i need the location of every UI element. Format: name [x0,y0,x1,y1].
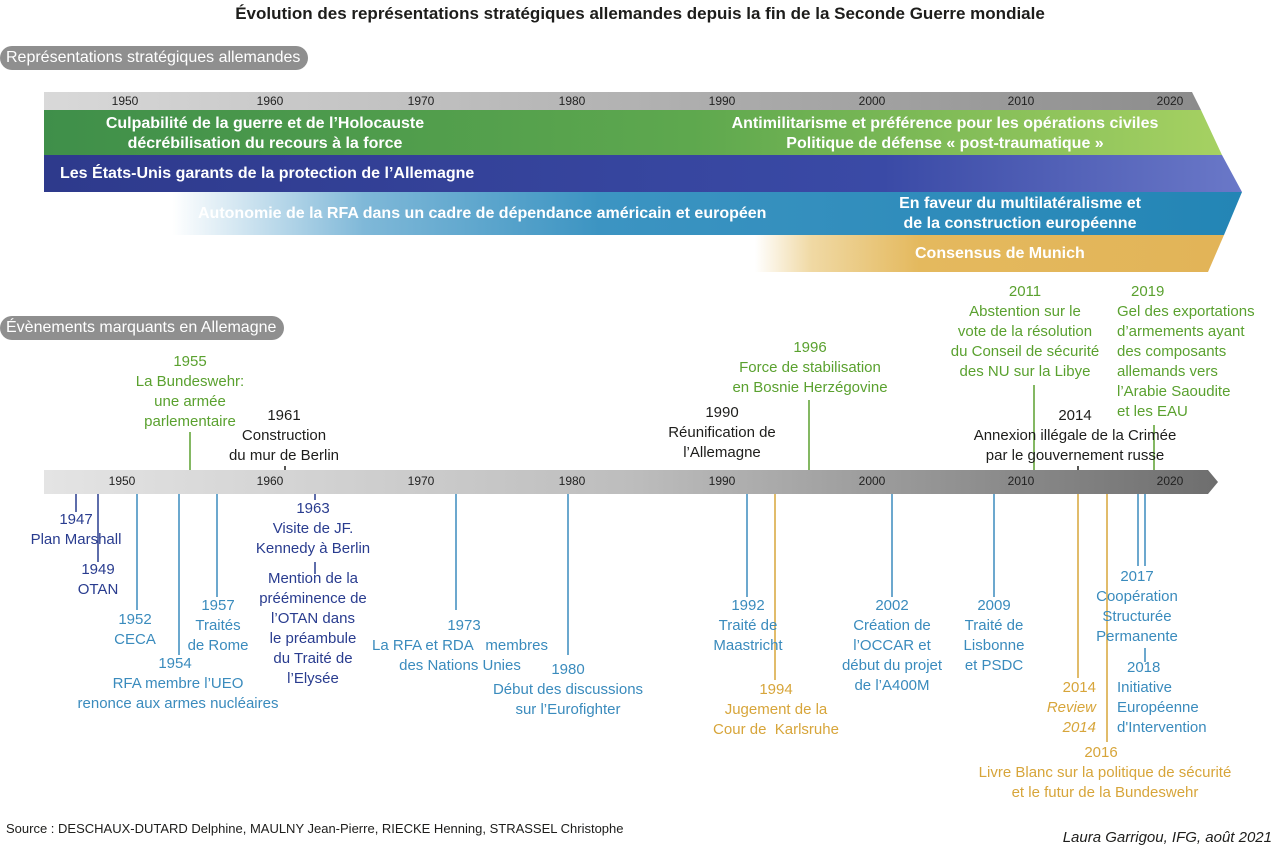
event-axis [44,470,1218,494]
axis-year-1990: 1990 [708,474,736,488]
band-green-right: Antimilitarisme et préférence pour les opérations civiles Politique de défense « post-traumatique » [731,115,1159,152]
event-1994: 1994 Jugement de la Cour de Karlsruhe [713,681,839,738]
source-note: Source : DESCHAUX-DUTARD Delphine, MAULNY Jean-Pierre, RIECKE Henning, STRASSEL Christophe [6,821,624,836]
upper-year-2020: 2020 [1156,94,1184,108]
upper-year-1990: 1990 [708,94,736,108]
band-green-left: Culpabilité de la guerre et de l’Holocauste décrébilisation du recours à la force [105,115,425,152]
band-teal-right: En faveur du multilatéralisme et de la construction européenne [899,195,1141,232]
axis-year-2020: 2020 [1156,474,1184,488]
event-1952: 1952 CECA [114,611,156,648]
band-teal-left: Autonomie de la RFA dans un cadre de dépendance américain et européen [198,205,767,222]
author-credit: Laura Garrigou, IFG, août 2021 [1062,829,1272,846]
axis-year-1970: 1970 [407,474,435,488]
event-2017: 2017 Coopération Structurée Permanente [1096,568,1178,645]
page-title: Évolution des représentations stratégiques allemandes depuis la fin de la Seconde Guerre mondiale [235,4,1045,23]
section-label-events: Évènements marquants en Allemagne [0,316,284,340]
event-1980: 1980 Début des discussions sur l’Eurofighter [492,661,644,718]
event-1949: 1949 OTAN [77,561,119,598]
event-2009: 2009 Traité de Lisbonne et PSDC [963,597,1025,674]
event-1992: 1992 Traité de Maastricht [713,597,783,654]
upper-year-1970: 1970 [407,94,435,108]
event-2016: 2016 Livre Blanc sur la politique de sécurité et le futur de la Bundeswehr [978,744,1232,801]
event-2014-crimea: 2014 Annexion illégale de la Crimée par le gouvernement russe [973,407,1177,464]
event-1961: 1961 Construction du mur de Berlin [228,407,340,464]
event-1955: 1955 La Bundeswehr: une armée parlementaire [135,353,245,430]
axis-year-2000: 2000 [858,474,886,488]
band-gold-label: Consensus de Munich [915,245,1085,262]
axis-year-1950: 1950 [108,474,136,488]
event-1973: 1973 La RFA et RDA membres des Nations Unies [372,617,548,674]
event-2002: 2002 Création de l’OCCAR et début du projet de l’A400M [841,597,943,694]
event-1990: 1990 Réunification de l’Allemagne [668,404,776,461]
event-2019: 2019 Gel des exportations d’armements ayant des composants allemands vers l’Arabie Saoudite et les EAU [1117,283,1255,420]
axis-year-1960: 1960 [256,474,284,488]
upper-year-1980: 1980 [558,94,586,108]
upper-year-2000: 2000 [858,94,886,108]
event-1957: 1957 Traités de Rome [187,597,249,654]
axis-year-1980: 1980 [558,474,586,488]
event-2014-review: 2014 Review 2014 [1046,679,1096,736]
section-label-strategies: Représentations stratégiques allemandes [0,46,308,70]
upper-year-2010: 2010 [1007,94,1035,108]
event-1947: 1947 Plan Marshall [30,511,122,548]
axis-year-2010: 2010 [1007,474,1035,488]
upper-year-1950: 1950 [111,94,139,108]
event-1963: 1963 Visite de JF. Kennedy à Berlin Mention de la prééminence de l’OTAN dans le préambule du Traité de l’Elysée [255,500,371,687]
event-1996: 1996 Force de stabilisation en Bosnie Herzégovine [732,339,888,396]
event-2018: 2018 Initiative Européenne d'Intervention [1117,659,1207,736]
upper-year-1960: 1960 [256,94,284,108]
band-navy-label: Les États-Unis garants de la protection de l’Allemagne [60,165,475,182]
event-2011: 2011 Abstention sur le vote de la résolution du Conseil de sécurité des NU sur la Libye [950,283,1100,380]
event-1954: 1954 RFA membre l’UEO renonce aux armes nucléaires [77,655,279,712]
